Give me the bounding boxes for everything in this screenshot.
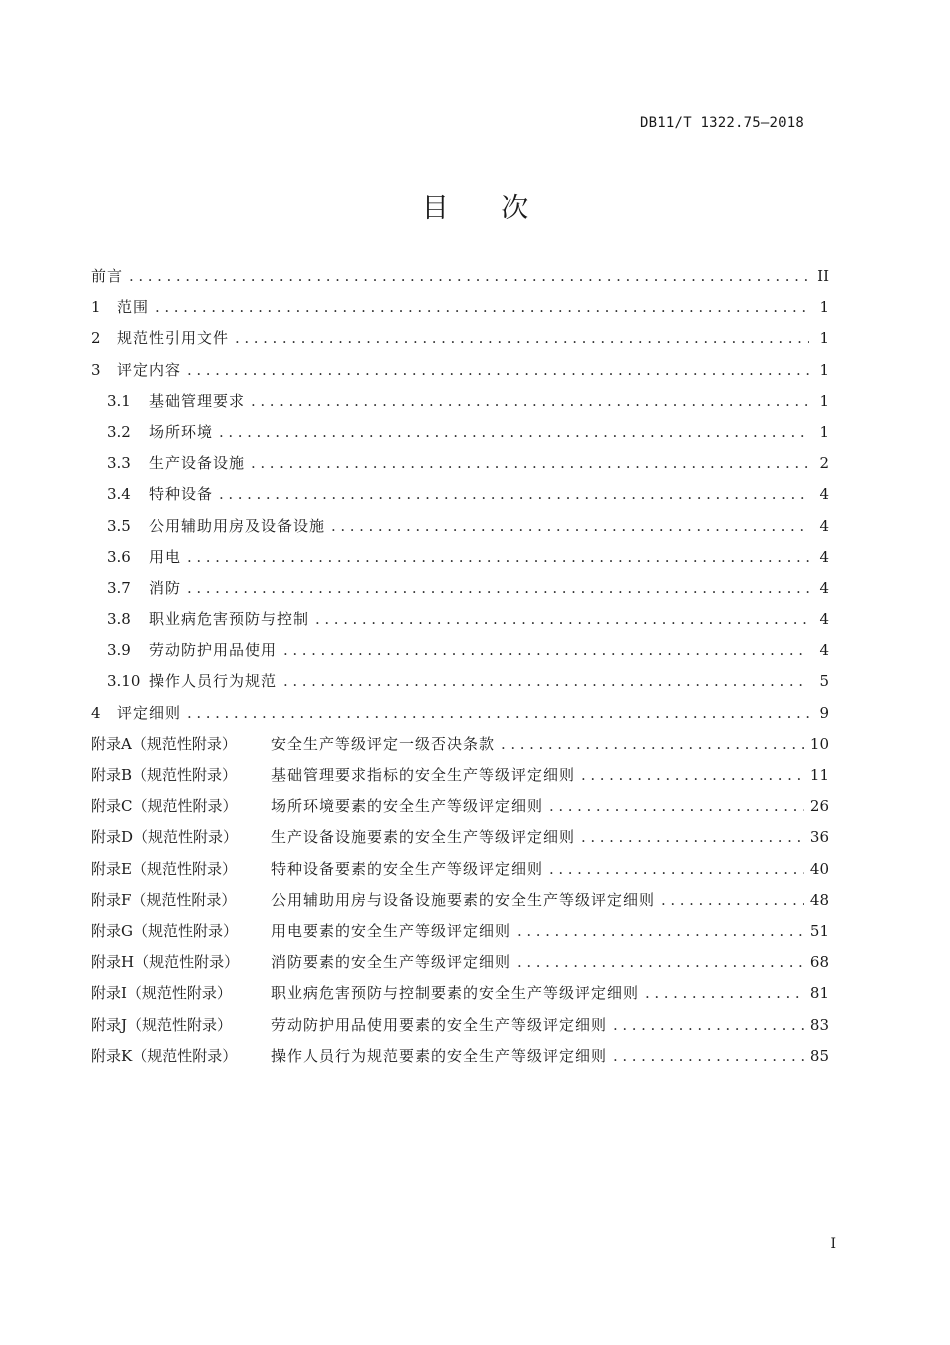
page-number: I	[830, 1236, 836, 1252]
dot-leader	[517, 922, 804, 940]
toc-entry[interactable]	[91, 296, 829, 327]
dot-leader	[187, 579, 809, 597]
toc-entry[interactable]	[91, 359, 829, 390]
toc-entry-number: 3.8	[107, 610, 131, 629]
toc-entry-number: 3	[91, 360, 101, 379]
toc-entry-title: 特种设备	[149, 485, 214, 504]
toc-page-number: 4	[819, 516, 829, 535]
document-code: DB11/T 1322.75—2018	[640, 115, 804, 131]
toc-annex-label: 附录B（规范性附录）	[91, 766, 238, 784]
toc-annex-label: 附录G（规范性附录）	[91, 921, 238, 940]
toc-entry-title: 操作人员行为规范	[149, 672, 278, 691]
toc-page-number: 1	[819, 360, 829, 379]
toc-entry[interactable]	[91, 826, 829, 857]
toc-entry-title: 基础管理要求	[149, 391, 246, 410]
toc-entry-title: 劳动防护用品使用要素的安全生产等级评定细则	[271, 1015, 608, 1034]
toc-annex-label: 附录F（规范性附录）	[91, 890, 237, 909]
toc-entry-title: 公用辅助用房与设备设施要素的安全生产等级评定细则	[271, 890, 656, 909]
toc-entry[interactable]	[91, 795, 829, 826]
dot-leader	[219, 423, 809, 441]
toc-page-number: 9	[819, 703, 829, 722]
toc-page-number: 4	[819, 610, 829, 629]
toc-entry-number: 3.9	[107, 641, 131, 660]
toc-page-number: 48	[809, 890, 829, 909]
toc-entry-title: 评定内容	[117, 360, 182, 379]
toc-entry-number: 3.6	[107, 547, 131, 566]
toc-page-number: 85	[809, 1046, 829, 1065]
dot-leader	[283, 672, 809, 690]
toc-entry-number: 3.7	[107, 578, 131, 597]
toc-entry[interactable]	[91, 982, 829, 1013]
toc-entry[interactable]	[91, 327, 829, 358]
toc-page-number: 81	[809, 984, 829, 1003]
toc-entry-number: 1	[91, 298, 101, 317]
toc-entry[interactable]	[91, 764, 829, 795]
toc-entry[interactable]	[91, 1014, 829, 1045]
toc-page-number: 1	[819, 391, 829, 410]
dot-leader	[581, 828, 804, 846]
toc-page-number: 4	[819, 547, 829, 566]
toc-page-number: 51	[809, 921, 829, 940]
toc-page-number: 36	[809, 828, 829, 847]
toc-entry[interactable]	[91, 733, 829, 764]
toc-entry-title: 消防	[149, 578, 182, 597]
toc-entry-title: 生产设备设施要素的安全生产等级评定细则	[271, 828, 576, 847]
toc-entry-number: 3.1	[107, 391, 131, 410]
dot-leader	[517, 953, 804, 971]
toc-entry[interactable]	[91, 702, 829, 733]
toc-page-number: 2	[819, 454, 829, 473]
toc-entry-title: 职业病危害预防与控制要素的安全生产等级评定细则	[271, 984, 640, 1003]
toc-entry-title: 前言	[91, 267, 124, 285]
toc-entry-number: 3.5	[107, 516, 131, 535]
toc-page-number: 4	[819, 485, 829, 504]
toc-entry-number: 3.3	[107, 454, 131, 473]
toc-entry-title: 场所环境要素的安全生产等级评定细则	[271, 797, 544, 816]
toc-entry-number: 2	[91, 329, 101, 348]
toc-entry-title: 规范性引用文件	[117, 329, 230, 348]
toc-annex-label: 附录J（规范性附录）	[91, 1015, 233, 1034]
dot-leader	[549, 797, 804, 815]
toc-entry[interactable]	[91, 670, 829, 701]
toc-page-number: 11	[809, 766, 829, 784]
dot-leader	[283, 641, 809, 659]
dot-leader	[501, 735, 804, 753]
toc-entry[interactable]	[91, 920, 829, 951]
toc-entry[interactable]	[91, 452, 829, 483]
table-of-contents	[91, 265, 829, 1076]
toc-page-number: 26	[809, 797, 829, 816]
dot-leader	[645, 984, 804, 1002]
toc-entry-title: 职业病危害预防与控制	[149, 610, 310, 629]
toc-entry-number: 4	[91, 703, 101, 722]
toc-page-number: 68	[809, 953, 829, 972]
toc-annex-label: 附录D（规范性附录）	[91, 828, 239, 847]
dot-leader	[613, 1016, 804, 1034]
toc-entry-title: 范围	[117, 298, 150, 317]
toc-entry[interactable]	[91, 546, 829, 577]
toc-entry-number: 3.2	[107, 422, 131, 441]
toc-page-number: 10	[809, 734, 829, 753]
dot-leader	[251, 454, 809, 472]
dot-leader	[661, 891, 804, 909]
toc-page-number: 40	[809, 859, 829, 878]
toc-entry-title: 基础管理要求指标的安全生产等级评定细则	[271, 766, 576, 784]
toc-entry[interactable]	[91, 1045, 829, 1076]
toc-entry-title: 生产设备设施	[149, 454, 246, 473]
toc-entry-title: 用电	[149, 547, 182, 566]
toc-entry-title: 用电要素的安全生产等级评定细则	[271, 921, 512, 940]
toc-entry[interactable]	[91, 390, 829, 421]
toc-annex-label: 附录A（规范性附录）	[91, 734, 237, 753]
toc-entry[interactable]	[91, 951, 829, 982]
dot-leader	[315, 610, 809, 628]
dot-leader	[581, 766, 804, 784]
toc-annex-label: 附录C（规范性附录）	[91, 797, 238, 816]
toc-page-number: 5	[819, 672, 829, 691]
toc-entry[interactable]	[91, 421, 829, 452]
dot-leader	[187, 548, 809, 566]
dot-leader	[331, 517, 809, 535]
dot-leader	[219, 485, 809, 503]
toc-entry[interactable]	[91, 639, 829, 670]
toc-page-number: II	[817, 267, 829, 285]
page-title: 目 次	[421, 193, 551, 224]
toc-entry[interactable]	[91, 608, 829, 639]
dot-leader	[187, 704, 809, 722]
toc-page-number: 1	[819, 329, 829, 348]
dot-leader	[187, 361, 809, 379]
toc-page-number: 1	[819, 298, 829, 317]
dot-leader	[251, 392, 809, 410]
toc-entry-title: 操作人员行为规范要素的安全生产等级评定细则	[271, 1046, 608, 1065]
toc-annex-label: 附录E（规范性附录）	[91, 859, 237, 878]
toc-page-number: 83	[809, 1015, 829, 1034]
toc-entry[interactable]	[91, 483, 829, 514]
dot-leader	[155, 298, 809, 316]
toc-entry-title: 场所环境	[149, 422, 214, 441]
toc-entry[interactable]	[91, 265, 829, 296]
toc-page-number: 4	[819, 641, 829, 660]
toc-entry-title: 消防要素的安全生产等级评定细则	[271, 953, 512, 972]
dot-leader	[613, 1047, 804, 1065]
toc-entry[interactable]	[91, 858, 829, 889]
toc-entry-number: 3.10	[107, 672, 141, 691]
toc-entry-title: 劳动防护用品使用	[149, 641, 278, 660]
toc-page-number: 4	[819, 578, 829, 597]
toc-entry-number: 3.4	[107, 485, 131, 504]
dot-leader	[549, 860, 804, 878]
toc-entry[interactable]	[91, 577, 829, 608]
dot-leader	[129, 267, 809, 285]
toc-entry[interactable]	[91, 515, 829, 546]
toc-page-number: 1	[819, 422, 829, 441]
toc-annex-label: 附录I（规范性附录）	[91, 984, 232, 1003]
toc-entry-title: 公用辅助用房及设备设施	[149, 516, 326, 535]
dot-leader	[235, 329, 809, 347]
toc-entry-title: 特种设备要素的安全生产等级评定细则	[271, 859, 544, 878]
toc-entry-title: 评定细则	[117, 703, 182, 722]
toc-entry-title: 安全生产等级评定一级否决条款	[271, 734, 496, 753]
toc-annex-label: 附录H（规范性附录）	[91, 953, 240, 972]
toc-entry[interactable]	[91, 889, 829, 920]
toc-annex-label: 附录K（规范性附录）	[91, 1046, 238, 1065]
